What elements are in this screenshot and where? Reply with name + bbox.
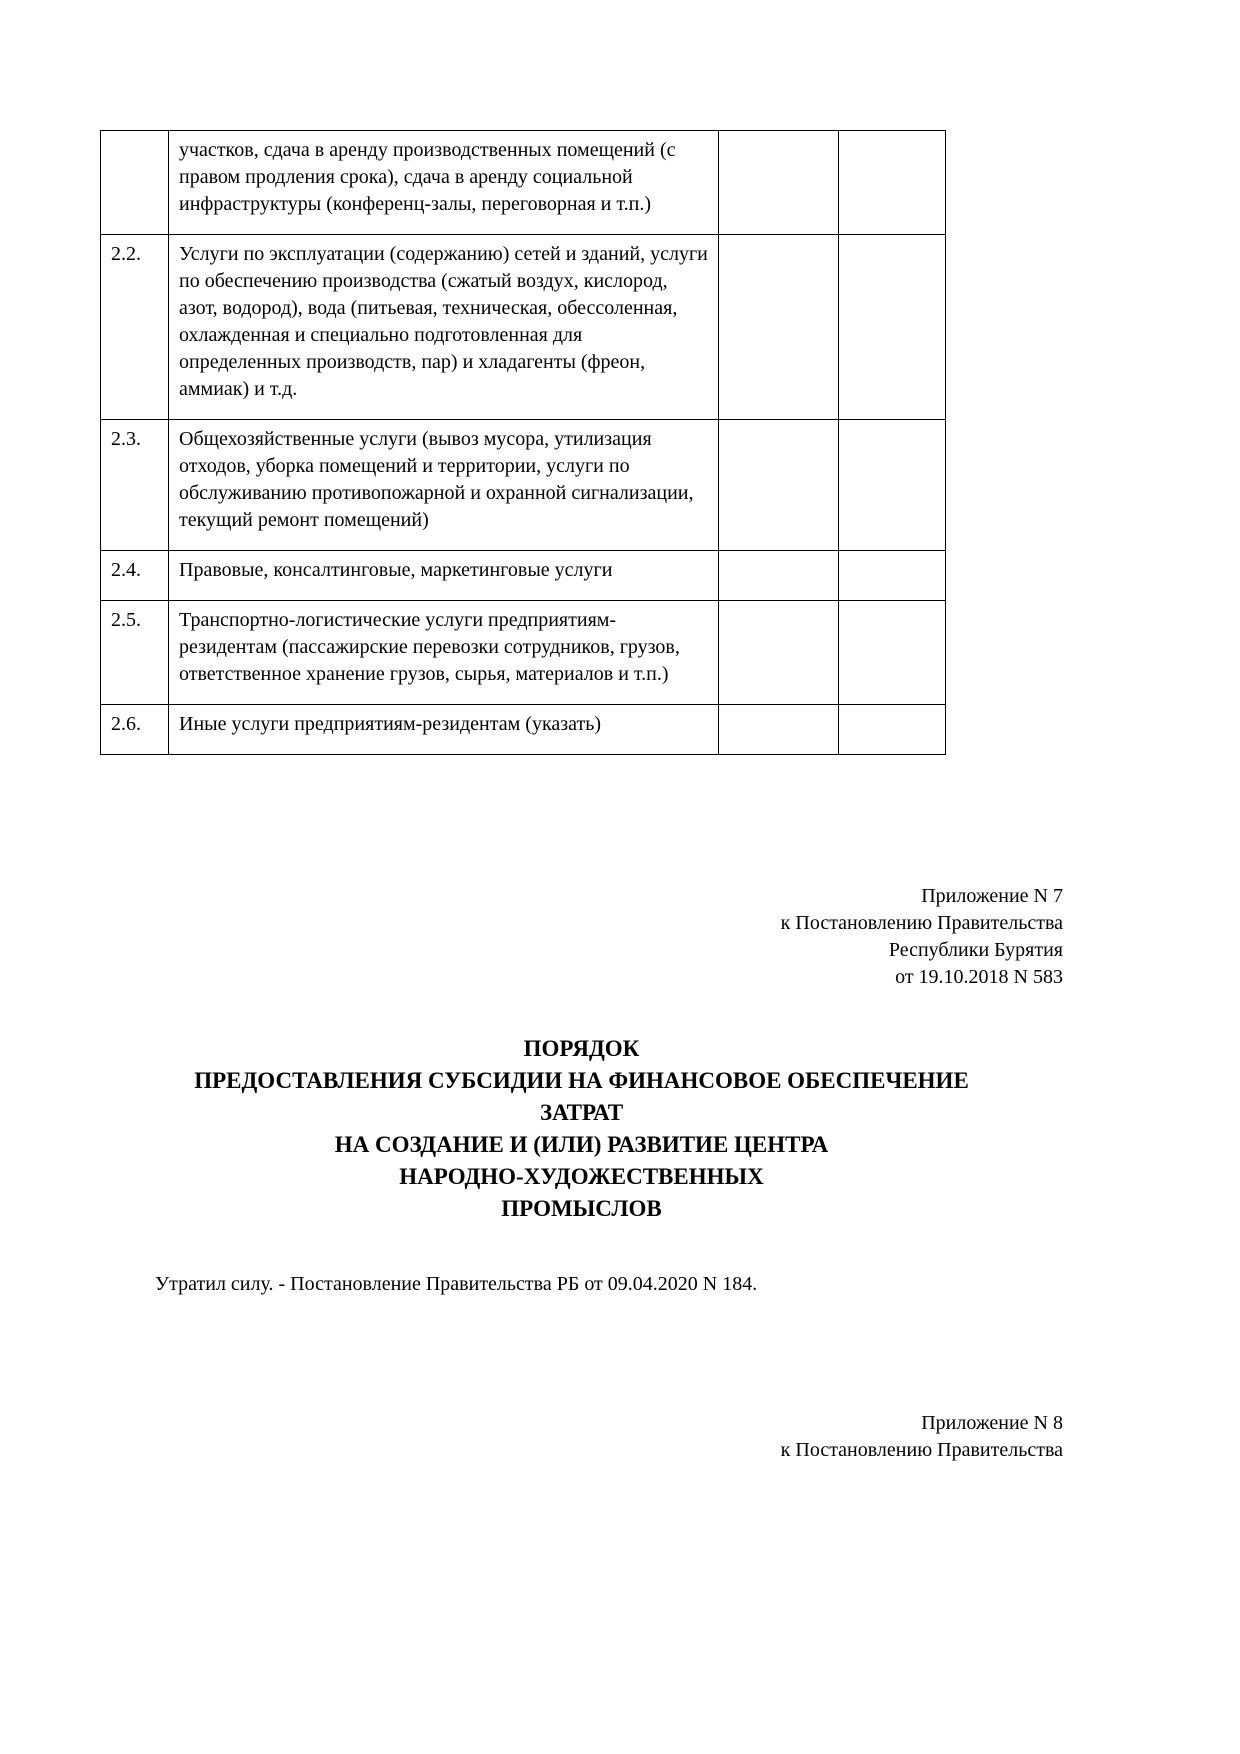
title-line: ЗАТРАТ [539, 1100, 624, 1125]
value-cell-2 [839, 131, 946, 235]
table-row [101, 131, 946, 235]
services-table [100, 130, 946, 755]
row-number-cell: 2.6. [101, 705, 169, 755]
table-row [101, 601, 946, 705]
status-note: Утратил силу. - Постановление Правительства РБ от 09.04.2020 N 184. [155, 1273, 758, 1295]
row-description-cell: Иные услуги предприятиям-резидентам (указать) [169, 705, 719, 755]
row-description-cell: Правовые, консалтинговые, маркетинговые услуги [169, 551, 719, 601]
appendix-line: Приложение N 8 [921, 1412, 1063, 1434]
value-cell-1 [719, 601, 839, 705]
appendix-line: к Постановлению Правительства [780, 1439, 1063, 1461]
appendix-line: Республики Бурятия [888, 939, 1063, 961]
value-cell-2 [839, 551, 946, 601]
value-cell-2 [839, 705, 946, 755]
title-line: НА СОЗДАНИЕ И (ИЛИ) РАЗВИТИЕ ЦЕНТРА [334, 1132, 829, 1157]
row-number-cell: 2.3. [101, 420, 169, 551]
table-row [101, 551, 946, 601]
table-row [101, 235, 946, 420]
value-cell-1 [719, 131, 839, 235]
value-cell-1 [719, 705, 839, 755]
document-title [100, 1033, 1063, 1225]
table-row [101, 420, 946, 551]
row-description-cell: участков, сдача в аренду производственных помещений (с правом продления срока), сдача в аренду социальной инфраструктуры (конференц-залы, переговорная и т.п.) [169, 131, 719, 235]
value-cell-1 [719, 235, 839, 420]
title-line: ПРОМЫСЛОВ [501, 1196, 662, 1221]
value-cell-2 [839, 601, 946, 705]
row-number-cell: 2.5. [101, 601, 169, 705]
title-line: ПОРЯДОК [523, 1036, 640, 1061]
row-number-cell [101, 131, 169, 235]
value-cell-1 [719, 420, 839, 551]
row-number-cell: 2.4. [101, 551, 169, 601]
title-line: ПРЕДОСТАВЛЕНИЯ СУБСИДИИ НА ФИНАНСОВОЕ ОБЕСПЕЧЕНИЕ [194, 1068, 969, 1093]
title-line: НАРОДНО-ХУДОЖЕСТВЕННЫХ [399, 1164, 764, 1189]
appendix-line: Приложение N 7 [921, 885, 1063, 907]
appendix-8-block [100, 1410, 1063, 1464]
row-number-cell: 2.2. [101, 235, 169, 420]
appendix-line: от 19.10.2018 N 583 [895, 966, 1063, 988]
value-cell-2 [839, 235, 946, 420]
appendix-7-block [100, 883, 1063, 991]
row-description-cell: Транспортно-логистические услуги предприятиям-резидентам (пассажирские перевозки сотрудников, грузов, ответственное хранение грузов, сырья, материалов и т.п.) [169, 601, 719, 705]
table-row [101, 705, 946, 755]
appendix-line: к Постановлению Правительства [780, 912, 1063, 934]
value-cell-1 [719, 551, 839, 601]
value-cell-2 [839, 420, 946, 551]
row-description-cell: Услуги по эксплуатации (содержанию) сетей и зданий, услуги по обеспечению производства (сжатый воздух, кислород, азот, водород), вода (питьевая, техническая, обессоленная, охлажденная и специально подготовленная для определенных производств, пар) и хладагенты (фреон, аммиак) и т.д. [169, 235, 719, 420]
row-description-cell: Общехозяйственные услуги (вывоз мусора, утилизация отходов, уборка помещений и территории, услуги по обслуживанию противопожарной и охранной сигнализации, текущий ремонт помещений) [169, 420, 719, 551]
